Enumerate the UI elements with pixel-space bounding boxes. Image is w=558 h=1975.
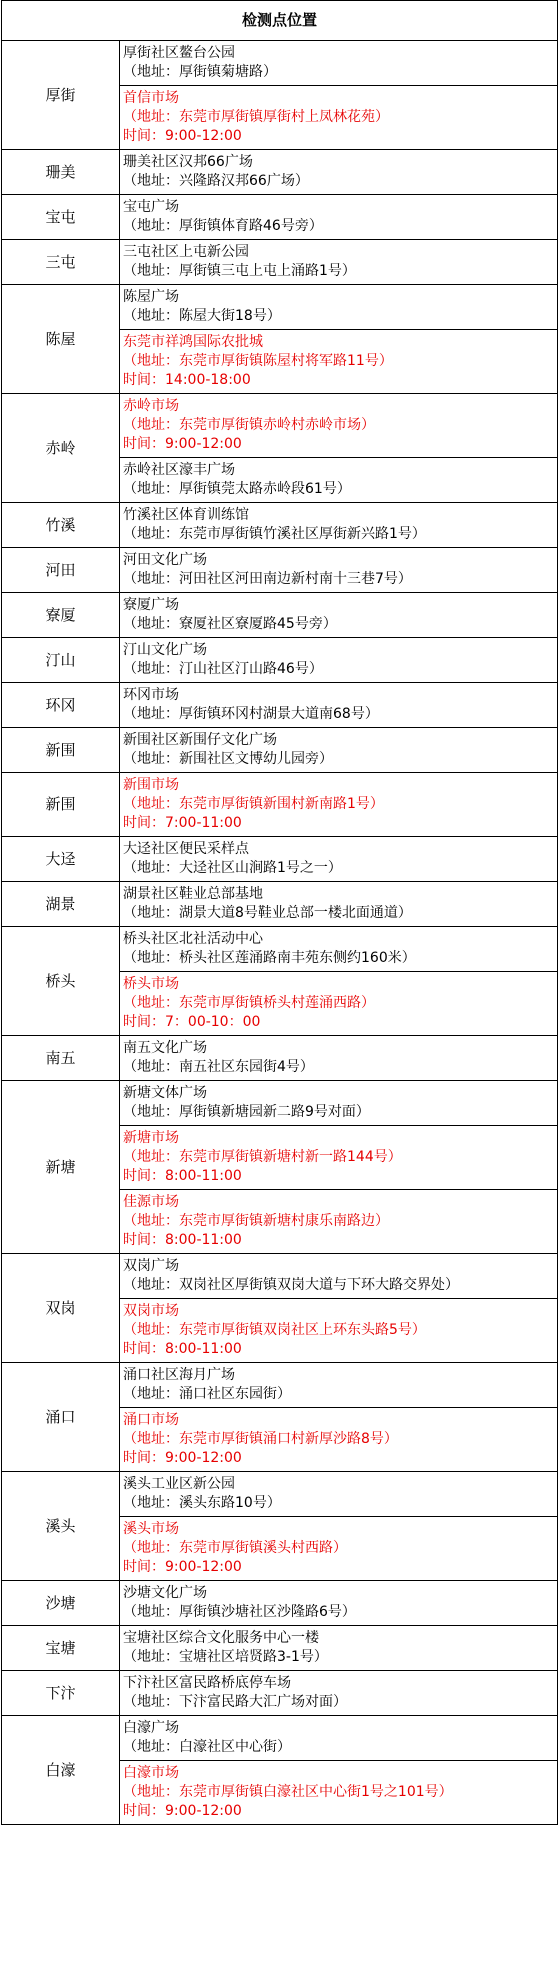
site-cell xyxy=(120,837,558,882)
site-address: （地址：厚街镇沙塘社区沙隆路6号） xyxy=(123,1604,356,1620)
site-cell xyxy=(120,1671,558,1716)
table-row xyxy=(2,240,558,285)
site-cell xyxy=(120,1036,558,1081)
site-time: 时间：9:00-12:00 xyxy=(123,1803,242,1819)
site-address: （地址：东莞市厚街镇赤岭村赤岭市场） xyxy=(123,417,375,433)
site-time: 时间：14:00-18:00 xyxy=(123,372,251,388)
test-site xyxy=(120,1581,557,1625)
site-name: 涌口社区海月广场 xyxy=(123,1367,235,1383)
site-address: （地址：东莞市厚街镇厚街村上凤林花苑） xyxy=(123,109,389,125)
test-site xyxy=(120,593,557,637)
site-cell xyxy=(120,1081,558,1254)
market-site xyxy=(120,85,557,149)
table-row xyxy=(2,1254,558,1363)
table-header: 检测点位置 xyxy=(2,1,558,41)
table-row xyxy=(2,41,558,150)
site-name: 新塘文体广场 xyxy=(123,1085,207,1101)
site-cell xyxy=(120,1626,558,1671)
community-name: 沙塘 xyxy=(2,1581,120,1626)
community-name: 白濠 xyxy=(2,1716,120,1825)
site-address: （地址：东莞市厚街镇白濠社区中心街1号之101号） xyxy=(123,1784,453,1800)
site-name: 东莞市祥鸿国际农批城 xyxy=(123,334,263,350)
market-site xyxy=(120,1298,557,1362)
site-address: （地址：南五社区东园街4号） xyxy=(123,1059,314,1075)
table-row xyxy=(2,1671,558,1716)
table-row xyxy=(2,1081,558,1254)
site-cell xyxy=(120,593,558,638)
site-name: 汀山文化广场 xyxy=(123,642,207,658)
site-address: （地址：东莞市厚街镇新塘村新一路144号） xyxy=(123,1149,402,1165)
test-site xyxy=(120,548,557,592)
table-row xyxy=(2,150,558,195)
site-time: 时间：8:00-11:00 xyxy=(123,1341,242,1357)
table-row xyxy=(2,1472,558,1581)
table-row xyxy=(2,927,558,1036)
site-cell xyxy=(120,240,558,285)
site-name: 赤岭社区濠丰广场 xyxy=(123,462,235,478)
market-site xyxy=(120,1516,557,1580)
site-address: （地址：新围社区文博幼儿园旁） xyxy=(123,751,333,767)
site-address: （地址：涌口社区东园街） xyxy=(123,1386,291,1402)
test-site xyxy=(120,240,557,284)
test-site xyxy=(120,195,557,239)
test-site xyxy=(120,1472,557,1516)
site-address: （地址：东莞市厚街镇溪头村西路） xyxy=(123,1540,347,1556)
site-cell xyxy=(120,41,558,150)
market-site xyxy=(120,773,557,836)
site-cell xyxy=(120,1581,558,1626)
table-row xyxy=(2,1716,558,1825)
community-name: 寮厦 xyxy=(2,593,120,638)
site-name: 下汴社区富民路桥底停车场 xyxy=(123,1675,291,1691)
table-row xyxy=(2,548,558,593)
site-cell xyxy=(120,1716,558,1825)
market-site xyxy=(120,1760,557,1824)
site-address: （地址：宝塘社区培贤路3-1号） xyxy=(123,1649,328,1665)
market-site xyxy=(120,1125,557,1189)
site-name: 环冈市场 xyxy=(123,687,179,703)
table-row xyxy=(2,638,558,683)
community-name: 新塘 xyxy=(2,1081,120,1254)
site-name: 白濠市场 xyxy=(123,1765,179,1781)
site-name: 新塘市场 xyxy=(123,1130,179,1146)
site-address: （地址：厚街镇莞太路赤岭段61号） xyxy=(123,481,351,497)
test-site xyxy=(120,503,557,547)
table-row xyxy=(2,882,558,927)
site-address: （地址：厚街镇体育路46号旁） xyxy=(123,218,323,234)
site-time: 时间：9:00-12:00 xyxy=(123,128,242,144)
site-cell xyxy=(120,150,558,195)
site-cell xyxy=(120,638,558,683)
site-cell xyxy=(120,927,558,1036)
site-address: （地址：河田社区河田南边新村南十三巷7号） xyxy=(123,571,412,587)
site-name: 三屯社区上屯新公园 xyxy=(123,244,249,260)
test-site xyxy=(120,41,557,85)
market-site xyxy=(120,971,557,1035)
site-cell xyxy=(120,548,558,593)
site-cell xyxy=(120,773,558,837)
market-site xyxy=(120,394,557,457)
site-name: 白濠广场 xyxy=(123,1720,179,1736)
table-row xyxy=(2,1626,558,1671)
site-name: 双岗广场 xyxy=(123,1258,179,1274)
community-name: 陈屋 xyxy=(2,285,120,394)
site-address: （地址：东莞市厚街镇陈屋村将军路11号） xyxy=(123,353,393,369)
community-name: 双岗 xyxy=(2,1254,120,1363)
site-address: （地址：厚街镇菊塘路） xyxy=(123,64,277,80)
community-name: 新围 xyxy=(2,728,120,773)
site-address: （地址：陈屋大街18号） xyxy=(123,308,281,324)
test-site xyxy=(120,638,557,682)
site-address: （地址：白濠社区中心街） xyxy=(123,1739,291,1755)
site-address: （地址：东莞市厚街镇新围村新南路1号） xyxy=(123,796,384,812)
community-name: 汀山 xyxy=(2,638,120,683)
site-time: 时间：9:00-12:00 xyxy=(123,1450,242,1466)
site-name: 溪头市场 xyxy=(123,1521,179,1537)
site-time: 时间：8:00-11:00 xyxy=(123,1168,242,1184)
community-name: 河田 xyxy=(2,548,120,593)
community-name: 大迳 xyxy=(2,837,120,882)
site-time: 时间：7:00-11:00 xyxy=(123,815,242,831)
site-address: （地址：厚街镇新塘园新二路9号对面） xyxy=(123,1104,370,1120)
site-cell xyxy=(120,285,558,394)
site-name: 宝屯广场 xyxy=(123,199,179,215)
site-name: 南五文化广场 xyxy=(123,1040,207,1056)
site-name: 双岗市场 xyxy=(123,1303,179,1319)
community-name: 南五 xyxy=(2,1036,120,1081)
test-site xyxy=(120,882,557,926)
site-address: （地址：东莞市厚街镇桥头村莲涌西路） xyxy=(123,995,375,1011)
community-name: 赤岭 xyxy=(2,394,120,503)
site-name: 大迳社区便民采样点 xyxy=(123,841,249,857)
test-site xyxy=(120,1081,557,1125)
community-name: 宝屯 xyxy=(2,195,120,240)
table-row xyxy=(2,285,558,394)
community-name: 新围 xyxy=(2,773,120,837)
site-address: （地址：双岗社区厚街镇双岗大道与下环大路交界处） xyxy=(123,1277,459,1293)
table-row xyxy=(2,683,558,728)
site-name: 河田文化广场 xyxy=(123,552,207,568)
site-name: 涌口市场 xyxy=(123,1412,179,1428)
site-time: 时间：9:00-12:00 xyxy=(123,436,242,452)
site-name: 湖景社区鞋业总部基地 xyxy=(123,886,263,902)
site-name: 桥头社区北社活动中心 xyxy=(123,931,263,947)
site-name: 赤岭市场 xyxy=(123,398,179,414)
site-time: 时间：7：00-10：00 xyxy=(123,1014,261,1030)
community-name: 三屯 xyxy=(2,240,120,285)
site-cell xyxy=(120,728,558,773)
site-name: 新围市场 xyxy=(123,777,179,793)
test-site xyxy=(120,1671,557,1715)
test-site xyxy=(120,728,557,772)
community-name: 厚街 xyxy=(2,41,120,150)
site-name: 宝塘社区综合文化服务中心一楼 xyxy=(123,1630,319,1646)
site-cell xyxy=(120,195,558,240)
site-cell xyxy=(120,503,558,548)
site-address: （地址：东莞市厚街镇涌口村新厚沙路8号） xyxy=(123,1431,398,1447)
test-site xyxy=(120,150,557,194)
site-address: （地址：湖景大道8号鞋业总部一楼北面通道） xyxy=(123,905,412,921)
table-row xyxy=(2,394,558,503)
test-site xyxy=(120,837,557,881)
table-row xyxy=(2,773,558,837)
table-row xyxy=(2,1363,558,1472)
table-row xyxy=(2,728,558,773)
community-name: 湖景 xyxy=(2,882,120,927)
header-row xyxy=(2,1,558,41)
table-row xyxy=(2,837,558,882)
site-cell xyxy=(120,683,558,728)
test-site xyxy=(120,1363,557,1407)
site-address: （地址：厚街镇环冈村湖景大道南68号） xyxy=(123,706,379,722)
site-address: （地址：寮厦社区寮厦路45号旁） xyxy=(123,616,337,632)
site-address: （地址：兴隆路汉邦66广场） xyxy=(123,173,309,189)
table-row xyxy=(2,503,558,548)
test-site xyxy=(120,457,557,502)
test-site xyxy=(120,285,557,329)
test-site xyxy=(120,1716,557,1760)
test-site xyxy=(120,1036,557,1080)
market-site xyxy=(120,1189,557,1253)
test-site-table xyxy=(1,0,558,1825)
market-site xyxy=(120,329,557,393)
market-site xyxy=(120,1407,557,1471)
site-cell xyxy=(120,1254,558,1363)
site-name: 寮厦广场 xyxy=(123,597,179,613)
community-name: 涌口 xyxy=(2,1363,120,1472)
site-address: （地址：东莞市厚街镇双岗社区上环东头路5号） xyxy=(123,1322,426,1338)
site-address: （地址：下汴富民路大汇广场对面） xyxy=(123,1694,347,1710)
table-row xyxy=(2,195,558,240)
community-name: 下汴 xyxy=(2,1671,120,1716)
test-site xyxy=(120,1626,557,1670)
site-name: 厚街社区鳌台公园 xyxy=(123,45,235,61)
site-address: （地址：东莞市厚街镇竹溪社区厚街新兴路1号） xyxy=(123,526,426,542)
table-body xyxy=(2,41,558,1825)
site-address: （地址：溪头东路10号） xyxy=(123,1495,281,1511)
site-cell xyxy=(120,1363,558,1472)
site-name: 溪头工业区新公园 xyxy=(123,1476,235,1492)
table-row xyxy=(2,593,558,638)
test-site xyxy=(120,1254,557,1298)
site-time: 时间：8:00-11:00 xyxy=(123,1232,242,1248)
site-cell xyxy=(120,1472,558,1581)
community-name: 桥头 xyxy=(2,927,120,1036)
site-cell xyxy=(120,882,558,927)
site-name: 新围社区新围仔文化广场 xyxy=(123,732,277,748)
site-name: 竹溪社区体育训练馆 xyxy=(123,507,249,523)
site-name: 沙塘文化广场 xyxy=(123,1585,207,1601)
site-address: （地址：桥头社区莲涌路南丰苑东侧约160米） xyxy=(123,950,416,966)
site-cell xyxy=(120,394,558,503)
site-address: （地址：东莞市厚街镇新塘村康乐南路边） xyxy=(123,1213,389,1229)
community-name: 珊美 xyxy=(2,150,120,195)
test-site xyxy=(120,927,557,971)
site-name: 佳源市场 xyxy=(123,1194,179,1210)
community-name: 环冈 xyxy=(2,683,120,728)
site-name: 珊美社区汉邦66广场 xyxy=(123,154,253,170)
site-name: 陈屋广场 xyxy=(123,289,179,305)
test-site xyxy=(120,683,557,727)
table-row xyxy=(2,1581,558,1626)
site-name: 桥头市场 xyxy=(123,976,179,992)
community-name: 竹溪 xyxy=(2,503,120,548)
site-address: （地址：大迳社区山涧路1号之一） xyxy=(123,860,342,876)
site-name: 首信市场 xyxy=(123,90,179,106)
table-row xyxy=(2,1036,558,1081)
community-name: 溪头 xyxy=(2,1472,120,1581)
site-time: 时间：9:00-12:00 xyxy=(123,1559,242,1575)
community-name: 宝塘 xyxy=(2,1626,120,1671)
site-address: （地址：厚街镇三屯上屯上涌路1号） xyxy=(123,263,356,279)
site-address: （地址：汀山社区汀山路46号） xyxy=(123,661,323,677)
